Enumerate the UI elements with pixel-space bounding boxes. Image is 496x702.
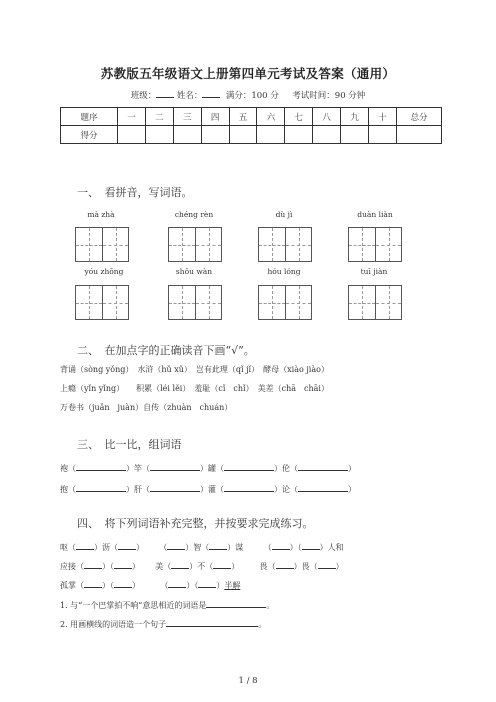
idiom-text: 畏（ <box>259 562 276 571</box>
answer-blank[interactable] <box>76 462 126 471</box>
question-text: 1. 与“一个巴掌拍不响”意思相近的词语是 <box>60 601 207 610</box>
section3-heading: 三、 比一比，组词语 <box>77 438 182 451</box>
score-cell[interactable] <box>173 126 201 144</box>
word-char: ）罐（ <box>200 464 224 473</box>
answer-blank[interactable] <box>84 560 102 569</box>
idiom-row <box>60 579 240 591</box>
score-header-cell: 一 <box>118 108 146 126</box>
tianzige-box[interactable] <box>258 285 312 320</box>
score-cell[interactable] <box>341 126 369 144</box>
idiom-text: 美（ <box>155 562 172 571</box>
answer-blank[interactable] <box>168 579 186 588</box>
page-number: 1 / 8 <box>238 676 258 686</box>
score-header-cell: 七 <box>285 108 313 126</box>
score-cell[interactable] <box>145 126 173 144</box>
idiom-text: 呕（ <box>60 543 76 552</box>
word-char: ）竿（ <box>126 464 150 473</box>
answer-blank[interactable] <box>198 579 216 588</box>
pinyin-label: dù jì <box>275 210 293 219</box>
score-cell[interactable] <box>285 126 313 144</box>
pinyin-label: shǒu wàn <box>175 267 213 276</box>
reading-line: 背诵（sòng yǒng） 水浒（hǔ xǔ） 岂有此理（qǐ jǐ） 酵母（xiào jiào） <box>60 365 329 374</box>
name-blank <box>202 89 220 98</box>
answer-blank[interactable] <box>76 483 126 492</box>
word-char: ）伦（ <box>274 464 298 473</box>
score-row-label: 得分 <box>61 126 118 144</box>
score-header-cell: 总分 <box>397 108 442 126</box>
tianzige-box[interactable] <box>75 227 129 262</box>
pinyin-label: tuī jiàn <box>360 267 388 276</box>
answer-blank[interactable] <box>76 541 94 550</box>
idiom-text: ） <box>132 581 140 590</box>
answer-blank[interactable] <box>166 618 258 627</box>
answer-blank[interactable] <box>84 579 102 588</box>
answer-blank[interactable] <box>224 462 274 471</box>
answer-blank[interactable] <box>272 541 290 550</box>
score-header-cell: 九 <box>341 108 369 126</box>
answer-blank[interactable] <box>150 462 200 471</box>
score-cell[interactable] <box>257 126 285 144</box>
idiom-text: （ <box>263 543 272 552</box>
idiom-text: ）谋 <box>227 543 244 552</box>
idiom-text: ）（ <box>289 543 302 552</box>
score-table <box>60 107 442 144</box>
word-char: 抱（ <box>60 485 76 494</box>
answer-blank[interactable] <box>298 462 348 471</box>
score-header-cell: 二 <box>145 108 173 126</box>
tianzige-box[interactable] <box>168 285 222 320</box>
question-text: 。 <box>258 620 267 629</box>
compare-row <box>60 462 356 474</box>
score-cell[interactable] <box>313 126 341 144</box>
word-char: ）灌（ <box>200 485 224 494</box>
pinyin-label: chéng rèn <box>174 210 214 219</box>
answer-blank[interactable] <box>209 541 227 550</box>
idiom-text: ）（ <box>102 581 114 590</box>
score-header-cell: 四 <box>201 108 229 126</box>
class-blank <box>156 89 174 98</box>
answer-blank[interactable] <box>318 560 336 569</box>
name-label: 姓名： <box>176 91 203 101</box>
answer-blank[interactable] <box>114 579 132 588</box>
score-cell[interactable] <box>369 126 397 144</box>
idiom-text: ）（ <box>186 581 199 590</box>
question-text: 。 <box>266 601 275 610</box>
answer-blank[interactable] <box>206 599 266 608</box>
score-header-cell: 五 <box>229 108 257 126</box>
word-char: 袍（ <box>60 464 76 473</box>
score-header-row <box>61 108 442 126</box>
exam-info <box>0 89 496 101</box>
answer-blank[interactable] <box>150 483 200 492</box>
pinyin-label: duàn liàn <box>357 210 393 219</box>
score-header-cell: 题序 <box>61 108 118 126</box>
question-2 <box>60 618 266 630</box>
idiom-text: ） <box>335 562 344 571</box>
tianzige-box[interactable] <box>258 227 312 262</box>
section4-heading: 四、 将下列词语补充完整，并按要求完成练习。 <box>77 517 314 530</box>
score-header-cell: 六 <box>257 108 285 126</box>
answer-blank[interactable] <box>213 560 231 569</box>
pinyin-label: mà zhà <box>87 210 115 219</box>
idiom-text: ）不（ <box>189 562 214 571</box>
full-score: 满分：100 分 <box>225 91 279 101</box>
idiom-text: 应接（ <box>60 562 84 571</box>
reading-line: 上瘾（yǐn yǐng） 积累（léi lěi） 羞耻（cǐ chǐ） 美差（chā chāi） <box>60 384 329 393</box>
word-char: ）肝（ <box>126 485 150 494</box>
score-cell[interactable] <box>201 126 229 144</box>
section1-heading: 一、 看拼音，写词语。 <box>77 186 193 199</box>
pinyin-label: yóu zhōng <box>84 267 124 276</box>
idiom-text: ）畏（ <box>293 562 318 571</box>
idiom-text: ）沥（ <box>94 543 118 552</box>
answer-blank[interactable] <box>224 483 274 492</box>
question-1 <box>60 599 274 611</box>
answer-blank[interactable] <box>171 560 189 569</box>
reading-line: 万卷书（juǎn juàn）自传（zhuàn chuán） <box>60 403 233 412</box>
idiom-text: ） <box>132 562 140 571</box>
score-header-cell: 三 <box>173 108 201 126</box>
score-cell[interactable] <box>229 126 257 144</box>
idiom-row <box>60 541 344 553</box>
idiom-row <box>60 560 344 572</box>
word-char: ） <box>348 464 356 473</box>
tianzige-box[interactable] <box>75 285 129 320</box>
score-header-cell: 八 <box>313 108 341 126</box>
underlined-word: 半解 <box>224 581 241 590</box>
answer-blank[interactable] <box>167 541 185 550</box>
compare-row <box>60 483 356 495</box>
word-char: ）论（ <box>274 485 298 494</box>
idiom-text: ） <box>216 581 225 590</box>
score-cell[interactable] <box>397 126 442 144</box>
idiom-text: ） <box>136 543 144 552</box>
tianzige-box[interactable] <box>348 285 402 320</box>
question-text: 2. 用画横线的词语造一个句子 <box>60 620 167 629</box>
tianzige-box[interactable] <box>348 227 402 262</box>
idiom-text: ）（ <box>102 562 114 571</box>
word-char: ） <box>348 485 356 494</box>
idiom-text: 孤掌（ <box>60 581 84 590</box>
tianzige-box[interactable] <box>168 227 222 262</box>
idiom-text: ） <box>231 562 240 571</box>
idiom-text: ）人和 <box>319 543 344 552</box>
answer-blank[interactable] <box>114 560 132 569</box>
answer-blank[interactable] <box>302 541 320 550</box>
answer-blank[interactable] <box>118 541 136 550</box>
idiom-text: （ <box>159 543 168 552</box>
score-row <box>61 126 442 144</box>
page-title: 苏教版五年级语文上册第四单元考试及答案（通用） <box>100 66 396 81</box>
score-cell[interactable] <box>118 126 146 144</box>
pinyin-label: hóu lóng <box>267 267 301 276</box>
idiom-text: ）智（ <box>185 543 210 552</box>
class-label: 班级： <box>130 91 157 101</box>
exam-time: 考试时间：90 分钟 <box>292 91 366 101</box>
score-header-cell: 十 <box>369 108 397 126</box>
answer-blank[interactable] <box>298 483 348 492</box>
section2-heading: 二、 在加点字的正确读音下画“√”。 <box>77 344 255 357</box>
idiom-text: （ <box>160 581 169 590</box>
answer-blank[interactable] <box>276 560 294 569</box>
